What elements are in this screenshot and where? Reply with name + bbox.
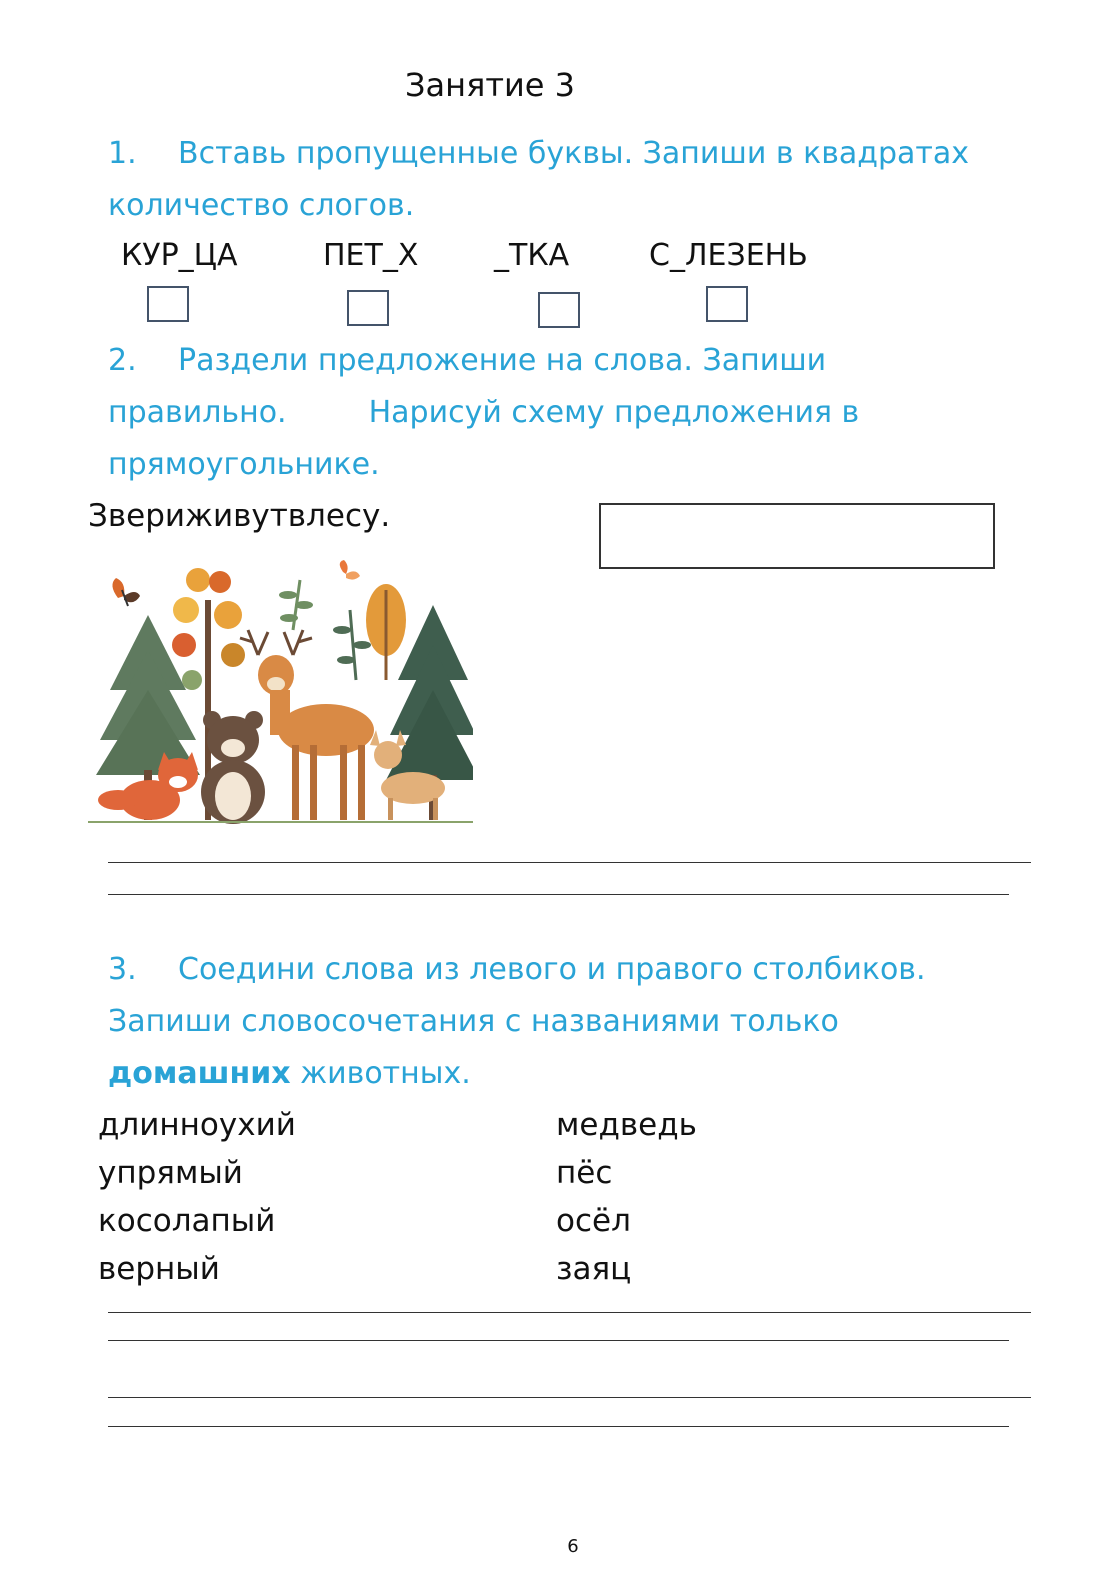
sentence-scheme-rectangle[interactable]: [599, 503, 995, 569]
forest-animals-illustration: [88, 560, 473, 825]
task-3-line-2: Запиши словосочетания с названиями только: [108, 1004, 839, 1039]
answer-line[interactable]: [108, 1312, 1031, 1313]
answer-line[interactable]: [108, 862, 1031, 863]
task-3-line-3-rest: животных.: [290, 1056, 471, 1091]
answer-line[interactable]: [108, 1426, 1009, 1427]
right-word: заяц: [556, 1251, 632, 1287]
fern-icon: [279, 580, 371, 680]
sentence-text: Звериживутвлесу.: [88, 498, 391, 534]
right-word: медведь: [556, 1107, 697, 1143]
butterfly-icon: [112, 578, 140, 606]
task-2-line-3: прямоугольнике.: [108, 447, 380, 482]
right-word: пёс: [556, 1155, 613, 1191]
task-3-line-1: Соедини слова из левого и правого столбиков.: [178, 952, 926, 987]
task-3-instruction: [108, 944, 926, 1100]
task-2-line-2b: Нарисуй схему предложения в: [368, 395, 860, 430]
task-3-bold-word: домашних: [108, 1056, 291, 1091]
butterfly-icon: [340, 560, 360, 580]
syllable-box-4[interactable]: [706, 286, 748, 322]
syllable-box-3[interactable]: [538, 292, 580, 328]
left-word-column: [98, 1101, 296, 1293]
left-word: длинноухий: [98, 1107, 296, 1143]
word-4: С_ЛЕЗЕНЬ: [649, 238, 808, 273]
task-1-line-2: количество слогов.: [108, 188, 415, 223]
left-word: упрямый: [98, 1155, 243, 1191]
task-2-line-2a: правильно.: [108, 395, 287, 430]
task-1-number: 1.: [108, 136, 137, 171]
right-word-column: [556, 1101, 697, 1293]
word-3: _ТКА: [494, 238, 570, 273]
page-title: Занятие 3: [405, 66, 575, 104]
answer-line[interactable]: [108, 894, 1009, 895]
autumn-tree-icon: [366, 584, 406, 680]
answer-line[interactable]: [108, 1340, 1009, 1341]
task-2-instruction: [108, 335, 859, 491]
word-1: КУР_ЦА: [121, 238, 238, 273]
syllable-box-1[interactable]: [147, 286, 189, 322]
word-2: ПЕТ_Х: [323, 238, 419, 273]
syllable-box-2[interactable]: [347, 290, 389, 326]
answer-line[interactable]: [108, 1397, 1031, 1398]
task-2-number: 2.: [108, 343, 137, 378]
right-word: осёл: [556, 1203, 631, 1239]
page-number: 6: [567, 1536, 579, 1557]
task-1-instruction: [108, 128, 969, 232]
task-1-line-1: Вставь пропущенные буквы. Запиши в квадратах: [178, 136, 970, 171]
task-2-line-1: Раздели предложение на слова. Запиши: [178, 343, 827, 378]
task-3-number: 3.: [108, 952, 137, 987]
left-word: косолапый: [98, 1203, 276, 1239]
left-word: верный: [98, 1251, 220, 1287]
